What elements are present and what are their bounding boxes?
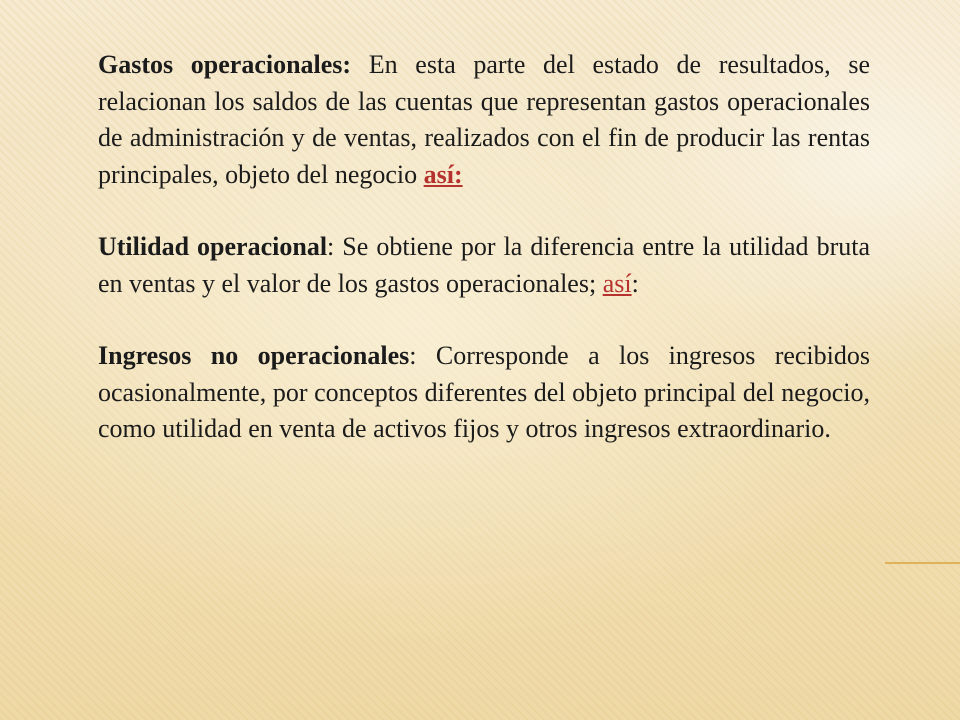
paragraph-text: En esta parte del estado de resultados, se relacionan los saldos de las cuentas que representan gastos operacionales de administración y de ventas, realizados con el fin de producir las rentas principales, objeto del negocio bbox=[98, 50, 870, 189]
decorative-accent-line bbox=[885, 562, 960, 564]
link-asi-gastos[interactable]: así: bbox=[423, 159, 463, 189]
paragraph-gastos-operacionales bbox=[98, 47, 870, 193]
paragraph-utilidad-operacional bbox=[98, 229, 870, 302]
paragraph-text: : Corresponde a los ingresos recibidos ocasionalmente, por conceptos diferentes del objeto principal del negocio, como utilidad en venta de activos fijos y otros ingresos extraordinario. bbox=[98, 341, 870, 443]
slide-content bbox=[98, 47, 870, 484]
link-asi-utilidad[interactable]: así bbox=[602, 268, 632, 298]
term-utilidad-operacional: Utilidad operacional bbox=[98, 232, 328, 261]
paragraph-ingresos-no-operacionales bbox=[98, 338, 870, 448]
term-gastos-operacionales: Gastos operacionales: bbox=[98, 50, 352, 79]
paragraph-tail: : bbox=[631, 268, 639, 298]
term-ingresos-no-operacionales: Ingresos no operacionales bbox=[98, 341, 410, 370]
paragraph-text: : Se obtiene por la diferencia entre la utilidad bruta en ventas y el valor de los gastos operacionales; bbox=[98, 232, 870, 298]
